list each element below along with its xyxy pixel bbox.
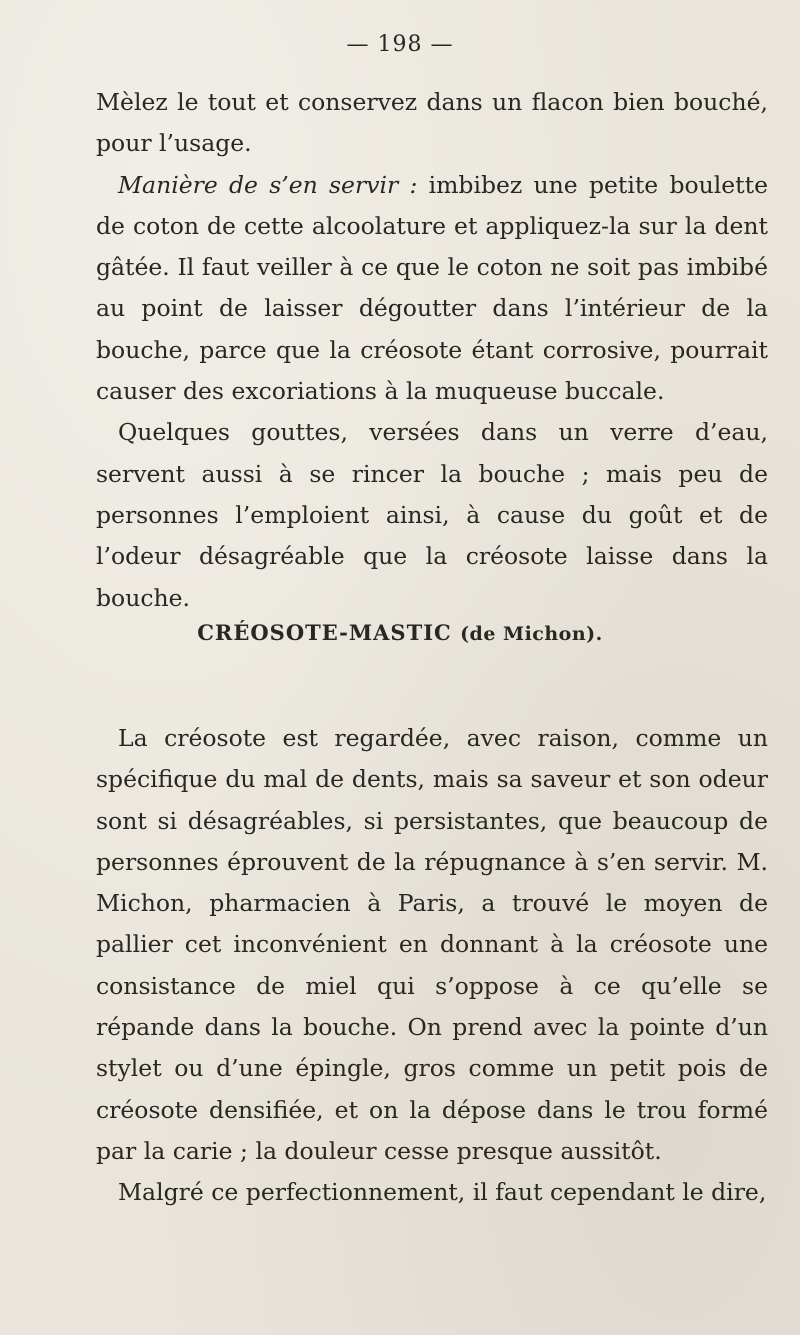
bottom-text-block [96,718,768,1214]
paragraph-usage [96,165,768,413]
paragraph-creosote-mastic: La créosote est regardée, avec raison, comme un spécifique du mal de dents, mais sa saveur et son odeur sont si désagréables, si persistantes, que beaucoup de personnes éprouvent de la répugnance à s’en servir. M. Michon, pharmacien à Paris, a trouvé le moyen de pallier cet inconvénient en donnant à la créosote une consistance de miel qui s’oppose à ce qu’elle se répande dans la bouche. On prend avec la pointe d’un stylet ou d’une épingle, gros comme un petit pois de créosote densifiée, et on la dépose dans le trou formé par la carie ; la douleur cesse presque aussitôt. [96,724,768,1165]
section-subtitle: (de Michon). [460,623,603,645]
usage-lead: Manière de s’en servir : [118,170,418,199]
page-number: — 198 — [346,32,454,57]
paragraph-instruction: Mèlez le tout et conservez dans un flacon bien bouché, pour l’usage. [96,88,768,158]
paragraph-rinse: Quelques gouttes, versées dans un verre d’eau, servent aussi à se rincer la bouche ; mais peu de personnes l’emploient ainsi, à cause du goût et de l’odeur désagréable que la créosote laisse dans la bouche. [96,418,768,612]
section-heading [0,620,800,645]
usage-body: imbibez une petite boulette de coton de cette alcoolature et appliquez-la sur la dent gâtée. Il faut veiller à ce que le coton ne soit pas imbibé au point de laisser dégoutter dans l’intérieur de la bouche, parce que la créosote étant corrosive, pourrait causer des excoriations à la muqueuse buccale. [96,170,768,406]
paragraph-continuation: Malgré ce perfectionnement, il faut cependant le dire, [118,1178,767,1207]
top-text-block [96,82,768,619]
section-title: CRÉOSOTE-MASTIC [197,620,452,645]
